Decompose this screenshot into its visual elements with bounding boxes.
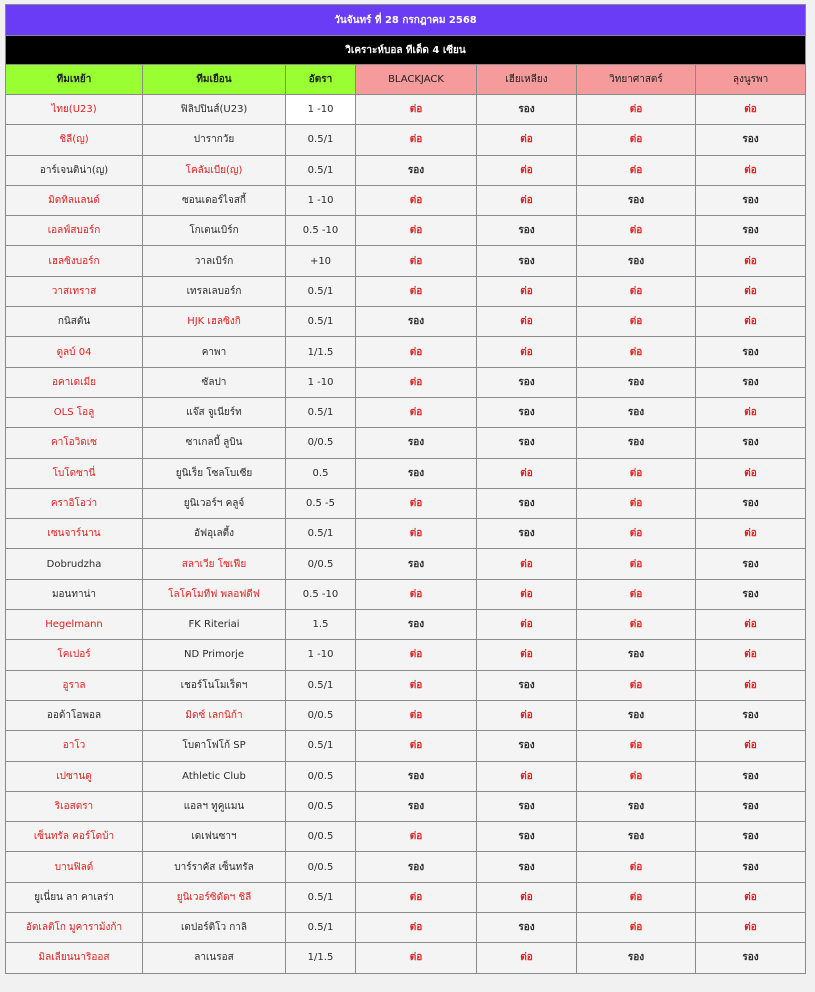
tip-pick-cell: ต่อ (477, 761, 577, 791)
header-tipster-blackjack: BLACKJACK (356, 65, 477, 95)
table-row (6, 731, 806, 761)
analysis-subtitle: วิเคราะห์บอล ทีเด็ด 4 เซียน (6, 36, 806, 65)
tip-pick-cell: รอง (696, 700, 806, 730)
table-row (6, 125, 806, 155)
tip-pick-cell: ต่อ (477, 155, 577, 185)
tip-pick-cell: ต่อ (696, 913, 806, 943)
home-team-cell: มิดทิลแลนด์ (6, 185, 143, 215)
table-row (6, 95, 806, 125)
home-team-cell: คราอิโอว่า (6, 488, 143, 518)
tip-pick-cell: ต่อ (356, 670, 477, 700)
table-row (6, 185, 806, 215)
away-team-cell: ซัลปา (143, 367, 286, 397)
rate-cell: +10 (286, 246, 356, 276)
table-row (6, 458, 806, 488)
away-team-cell: สลาเวีย โซเฟีย (143, 549, 286, 579)
tip-pick-cell: ต่อ (577, 579, 696, 609)
tip-pick-cell: ต่อ (477, 125, 577, 155)
tip-pick-cell: ต่อ (577, 882, 696, 912)
tip-pick-cell: ต่อ (356, 913, 477, 943)
table-row (6, 852, 806, 882)
table-row (6, 246, 806, 276)
tip-pick-cell: ต่อ (356, 397, 477, 427)
tip-pick-cell: รอง (356, 458, 477, 488)
tip-pick-cell: ต่อ (356, 276, 477, 306)
tip-pick-cell: ต่อ (356, 488, 477, 518)
away-team-cell: อัฟอุเลตี้ง (143, 519, 286, 549)
table-row (6, 579, 806, 609)
home-team-cell: กนิสตัน (6, 307, 143, 337)
rate-cell: 0.5 -10 (286, 216, 356, 246)
rate-cell: 0.5 -5 (286, 488, 356, 518)
table-row (6, 276, 806, 306)
tip-pick-cell: รอง (477, 519, 577, 549)
tip-pick-cell: รอง (696, 367, 806, 397)
table-row (6, 367, 806, 397)
tip-pick-cell: ต่อ (577, 913, 696, 943)
away-team-cell: ND Primorje (143, 640, 286, 670)
away-team-cell: มิดซ์ เลกนิก้า (143, 700, 286, 730)
rate-cell: 0.5 -10 (286, 579, 356, 609)
tip-pick-cell: รอง (696, 185, 806, 215)
table-row (6, 761, 806, 791)
tip-pick-cell: รอง (356, 307, 477, 337)
tip-pick-cell: ต่อ (696, 397, 806, 427)
away-team-cell: เดปอร์ติโว กาลิ (143, 913, 286, 943)
tip-pick-cell: ต่อ (696, 670, 806, 700)
home-team-cell: เฮลซิงบอร์ก (6, 246, 143, 276)
rate-cell: 0/0.5 (286, 791, 356, 821)
away-team-cell: โลโคโมทีฟ พลอฟดีฟ (143, 579, 286, 609)
tip-pick-cell: ต่อ (696, 276, 806, 306)
tip-pick-cell: รอง (577, 428, 696, 458)
table-row (6, 822, 806, 852)
rate-cell: 0.5/1 (286, 670, 356, 700)
away-team-cell: คาพา (143, 337, 286, 367)
date-title: วันจันทร์ ที่ 28 กรกฎาคม 2568 (6, 5, 806, 36)
home-team-cell: อูราล (6, 670, 143, 700)
tip-pick-cell: ต่อ (577, 216, 696, 246)
table-row (6, 882, 806, 912)
rate-cell: 0.5/1 (286, 307, 356, 337)
tip-pick-cell: รอง (696, 428, 806, 458)
tip-pick-cell: รอง (477, 822, 577, 852)
tip-pick-cell: ต่อ (696, 95, 806, 125)
rate-cell: 0.5/1 (286, 913, 356, 943)
tip-pick-cell: ต่อ (356, 640, 477, 670)
table-row (6, 337, 806, 367)
away-team-cell: ฟิลิปปินส์(U23) (143, 95, 286, 125)
home-team-cell: อัตเลติโก มูคาราม้งก้า (6, 913, 143, 943)
tip-pick-cell: ต่อ (696, 882, 806, 912)
tip-pick-cell: ต่อ (696, 640, 806, 670)
tip-pick-cell: รอง (477, 852, 577, 882)
table-row (6, 700, 806, 730)
header-home-team: ทีมเหย้า (6, 65, 143, 95)
rate-cell: 0/0.5 (286, 700, 356, 730)
tip-pick-cell: ต่อ (477, 337, 577, 367)
rate-cell: 0.5/1 (286, 882, 356, 912)
rate-cell: 0/0.5 (286, 852, 356, 882)
tip-pick-cell: ต่อ (356, 125, 477, 155)
tip-pick-cell: ต่อ (477, 549, 577, 579)
tip-pick-cell: ต่อ (696, 246, 806, 276)
home-team-cell: ชิลี(ญ) (6, 125, 143, 155)
home-team-cell: ยูเนี่ยน ลา คาเลร่า (6, 882, 143, 912)
table-row (6, 670, 806, 700)
home-team-cell: มิลเลียนนาริออส (6, 943, 143, 973)
rate-cell: 1/1.5 (286, 337, 356, 367)
home-team-cell: วาสเทราส (6, 276, 143, 306)
tip-pick-cell: ต่อ (356, 337, 477, 367)
home-team-cell: Hegelmann (6, 610, 143, 640)
home-team-cell: อาร์เจนติน่า(ญ) (6, 155, 143, 185)
tip-pick-cell: รอง (696, 822, 806, 852)
tip-pick-cell: รอง (356, 791, 477, 821)
tip-pick-cell: ต่อ (477, 610, 577, 640)
tip-pick-cell: รอง (696, 125, 806, 155)
tip-pick-cell: รอง (477, 913, 577, 943)
home-team-cell: ริเอสตรา (6, 791, 143, 821)
rate-cell: 0.5 (286, 458, 356, 488)
tip-pick-cell: ต่อ (356, 95, 477, 125)
table-row (6, 943, 806, 973)
rate-cell: 0.5/1 (286, 731, 356, 761)
tip-pick-cell: ต่อ (356, 731, 477, 761)
analysis-table (5, 4, 806, 974)
away-team-cell: โคลัมเบีย(ญ) (143, 155, 286, 185)
tip-pick-cell: ต่อ (577, 155, 696, 185)
away-team-cell: บาร์ราคัส เซ็นทรัล (143, 852, 286, 882)
tip-pick-cell: ต่อ (477, 882, 577, 912)
tip-pick-cell: ต่อ (477, 700, 577, 730)
tip-pick-cell: รอง (696, 761, 806, 791)
tip-pick-cell: ต่อ (696, 155, 806, 185)
tip-pick-cell: ต่อ (577, 731, 696, 761)
rate-cell: 1/1.5 (286, 943, 356, 973)
tip-pick-cell: ต่อ (577, 852, 696, 882)
tip-pick-cell: ต่อ (477, 185, 577, 215)
home-team-cell: ดูลบ์ 04 (6, 337, 143, 367)
tip-pick-cell: ต่อ (577, 761, 696, 791)
home-team-cell: อาโว (6, 731, 143, 761)
tip-pick-cell: รอง (577, 791, 696, 821)
tip-pick-cell: รอง (477, 791, 577, 821)
tip-pick-cell: ต่อ (477, 276, 577, 306)
tip-pick-cell: ต่อ (356, 246, 477, 276)
tip-pick-cell: รอง (356, 610, 477, 640)
tip-pick-cell: ต่อ (477, 307, 577, 337)
tip-pick-cell: ต่อ (696, 519, 806, 549)
tip-pick-cell: ต่อ (477, 640, 577, 670)
tip-pick-cell: ต่อ (577, 307, 696, 337)
tip-pick-cell: รอง (696, 943, 806, 973)
home-team-cell: เปซานดู (6, 761, 143, 791)
table-row (6, 519, 806, 549)
away-team-cell: แอลฯ ทูคูแมน (143, 791, 286, 821)
rate-cell: 0/0.5 (286, 761, 356, 791)
tip-pick-cell: ต่อ (577, 337, 696, 367)
tip-pick-cell: รอง (477, 367, 577, 397)
tip-pick-cell: ต่อ (577, 488, 696, 518)
tip-pick-cell: ต่อ (696, 307, 806, 337)
tip-pick-cell: รอง (577, 700, 696, 730)
tip-pick-cell: ต่อ (577, 549, 696, 579)
home-team-cell: โคเปอร์ (6, 640, 143, 670)
tip-pick-cell: รอง (477, 731, 577, 761)
home-team-cell: บานฟิลด์ (6, 852, 143, 882)
tip-pick-cell: รอง (577, 943, 696, 973)
header-tipster-science: วิทยาศาสตร์ (577, 65, 696, 95)
tip-pick-cell: รอง (577, 185, 696, 215)
tip-pick-cell: รอง (477, 428, 577, 458)
away-team-cell: ซาเกลบี้ ลูบิน (143, 428, 286, 458)
away-team-cell: ซอนเดอร์ไจสกี้ (143, 185, 286, 215)
table-row (6, 791, 806, 821)
tip-pick-cell: รอง (696, 337, 806, 367)
tip-pick-cell: รอง (477, 488, 577, 518)
rate-cell: 1 -10 (286, 640, 356, 670)
tip-pick-cell: ต่อ (356, 579, 477, 609)
tip-pick-cell: ต่อ (577, 276, 696, 306)
tip-pick-cell: รอง (696, 579, 806, 609)
table-row (6, 307, 806, 337)
table-row (6, 640, 806, 670)
table-row (6, 397, 806, 427)
table-row (6, 913, 806, 943)
tip-pick-cell: ต่อ (577, 125, 696, 155)
away-team-cell: ยูนิเวอร์ซิดัดฯ ชิลี (143, 882, 286, 912)
tip-pick-cell: รอง (356, 761, 477, 791)
table-row (6, 488, 806, 518)
away-team-cell: โกเตนเบิร์ก (143, 216, 286, 246)
away-team-cell: ปารากวัย (143, 125, 286, 155)
rate-cell: 1 -10 (286, 367, 356, 397)
away-team-cell: FK Riteriai (143, 610, 286, 640)
tip-pick-cell: รอง (577, 397, 696, 427)
home-team-cell: ออด้าโอพอล (6, 700, 143, 730)
header-tipster-hia-liang: เฮียเหลียง (477, 65, 577, 95)
home-team-cell: มอนทาน่า (6, 579, 143, 609)
away-team-cell: เทรลเลบอร์ก (143, 276, 286, 306)
home-team-cell: OLS โอลู (6, 397, 143, 427)
tip-pick-cell: รอง (577, 822, 696, 852)
tip-pick-cell: ต่อ (696, 610, 806, 640)
tip-pick-cell: ต่อ (577, 519, 696, 549)
tip-pick-cell: รอง (477, 246, 577, 276)
header-rate: อัตรา (286, 65, 356, 95)
away-team-cell: Athletic Club (143, 761, 286, 791)
home-team-cell: Dobrudzha (6, 549, 143, 579)
tip-pick-cell: รอง (696, 549, 806, 579)
rate-cell: 0/0.5 (286, 428, 356, 458)
away-team-cell: เดเฟนซาฯ (143, 822, 286, 852)
table-row (6, 549, 806, 579)
tip-pick-cell: รอง (577, 640, 696, 670)
tip-pick-cell: รอง (696, 791, 806, 821)
tip-pick-cell: ต่อ (577, 95, 696, 125)
table-row (6, 216, 806, 246)
tip-pick-cell: ต่อ (356, 882, 477, 912)
table-row (6, 610, 806, 640)
home-team-cell: อคาเดเมีย (6, 367, 143, 397)
table-row (6, 155, 806, 185)
away-team-cell: HJK เฮลซิงกิ (143, 307, 286, 337)
tip-pick-cell: รอง (477, 216, 577, 246)
rate-cell: 0/0.5 (286, 549, 356, 579)
tip-pick-cell: รอง (577, 367, 696, 397)
rate-cell: 0.5/1 (286, 397, 356, 427)
table-row (6, 428, 806, 458)
tip-pick-cell: ต่อ (356, 700, 477, 730)
away-team-cell: โบตาโฟโก้ SP (143, 731, 286, 761)
home-team-cell: คาโอวิดเซ (6, 428, 143, 458)
rate-cell: 1.5 (286, 610, 356, 640)
rate-cell: 0.5/1 (286, 125, 356, 155)
tip-pick-cell: ต่อ (696, 731, 806, 761)
tip-pick-cell: รอง (356, 852, 477, 882)
tip-pick-cell: ต่อ (477, 943, 577, 973)
away-team-cell: วาลเบิร์ก (143, 246, 286, 276)
tip-pick-cell: ต่อ (356, 822, 477, 852)
header-away-team: ทีมเยือน (143, 65, 286, 95)
tip-pick-cell: ต่อ (356, 943, 477, 973)
tip-pick-cell: ต่อ (696, 458, 806, 488)
rate-cell: 1 -10 (286, 185, 356, 215)
tip-pick-cell: รอง (477, 670, 577, 700)
home-team-cell: โบโดซานี่ (6, 458, 143, 488)
tip-pick-cell: รอง (356, 428, 477, 458)
header-tipster-lung-burapha: ลุงนูรพา (696, 65, 806, 95)
rate-cell: 0/0.5 (286, 822, 356, 852)
tip-pick-cell: ต่อ (356, 519, 477, 549)
away-team-cell: ลาเนรอส (143, 943, 286, 973)
home-team-cell: เซนจาร์นาน (6, 519, 143, 549)
tip-pick-cell: ต่อ (356, 185, 477, 215)
tip-pick-cell: รอง (696, 488, 806, 518)
away-team-cell: เชอร์โนโมเร็ตฯ (143, 670, 286, 700)
tip-pick-cell: ต่อ (577, 458, 696, 488)
tip-pick-cell: ต่อ (356, 367, 477, 397)
rate-cell: 0.5/1 (286, 276, 356, 306)
tip-pick-cell: ต่อ (577, 670, 696, 700)
tip-pick-cell: ต่อ (477, 458, 577, 488)
tip-pick-cell: ต่อ (477, 579, 577, 609)
tip-pick-cell: รอง (477, 95, 577, 125)
tip-pick-cell: รอง (577, 246, 696, 276)
rate-cell: 1 -10 (286, 95, 356, 125)
away-team-cell: ยูนิเร็ย โซลโบเซีย (143, 458, 286, 488)
rate-cell: 0.5/1 (286, 519, 356, 549)
tip-pick-cell: รอง (696, 216, 806, 246)
tip-pick-cell: รอง (477, 397, 577, 427)
tip-pick-cell: รอง (356, 155, 477, 185)
rate-cell: 0.5/1 (286, 155, 356, 185)
away-team-cell: แจ๊ส จูเนียร์ท (143, 397, 286, 427)
home-team-cell: ไทย(U23) (6, 95, 143, 125)
home-team-cell: เอลฟ์สบอร์ก (6, 216, 143, 246)
away-team-cell: ยูนิเวอร์ฯ คลูจ์ (143, 488, 286, 518)
tip-pick-cell: รอง (696, 852, 806, 882)
tip-pick-cell: รอง (356, 549, 477, 579)
tip-pick-cell: ต่อ (356, 216, 477, 246)
home-team-cell: เซ็นทรัล คอร์โดบ้า (6, 822, 143, 852)
tip-pick-cell: ต่อ (577, 610, 696, 640)
